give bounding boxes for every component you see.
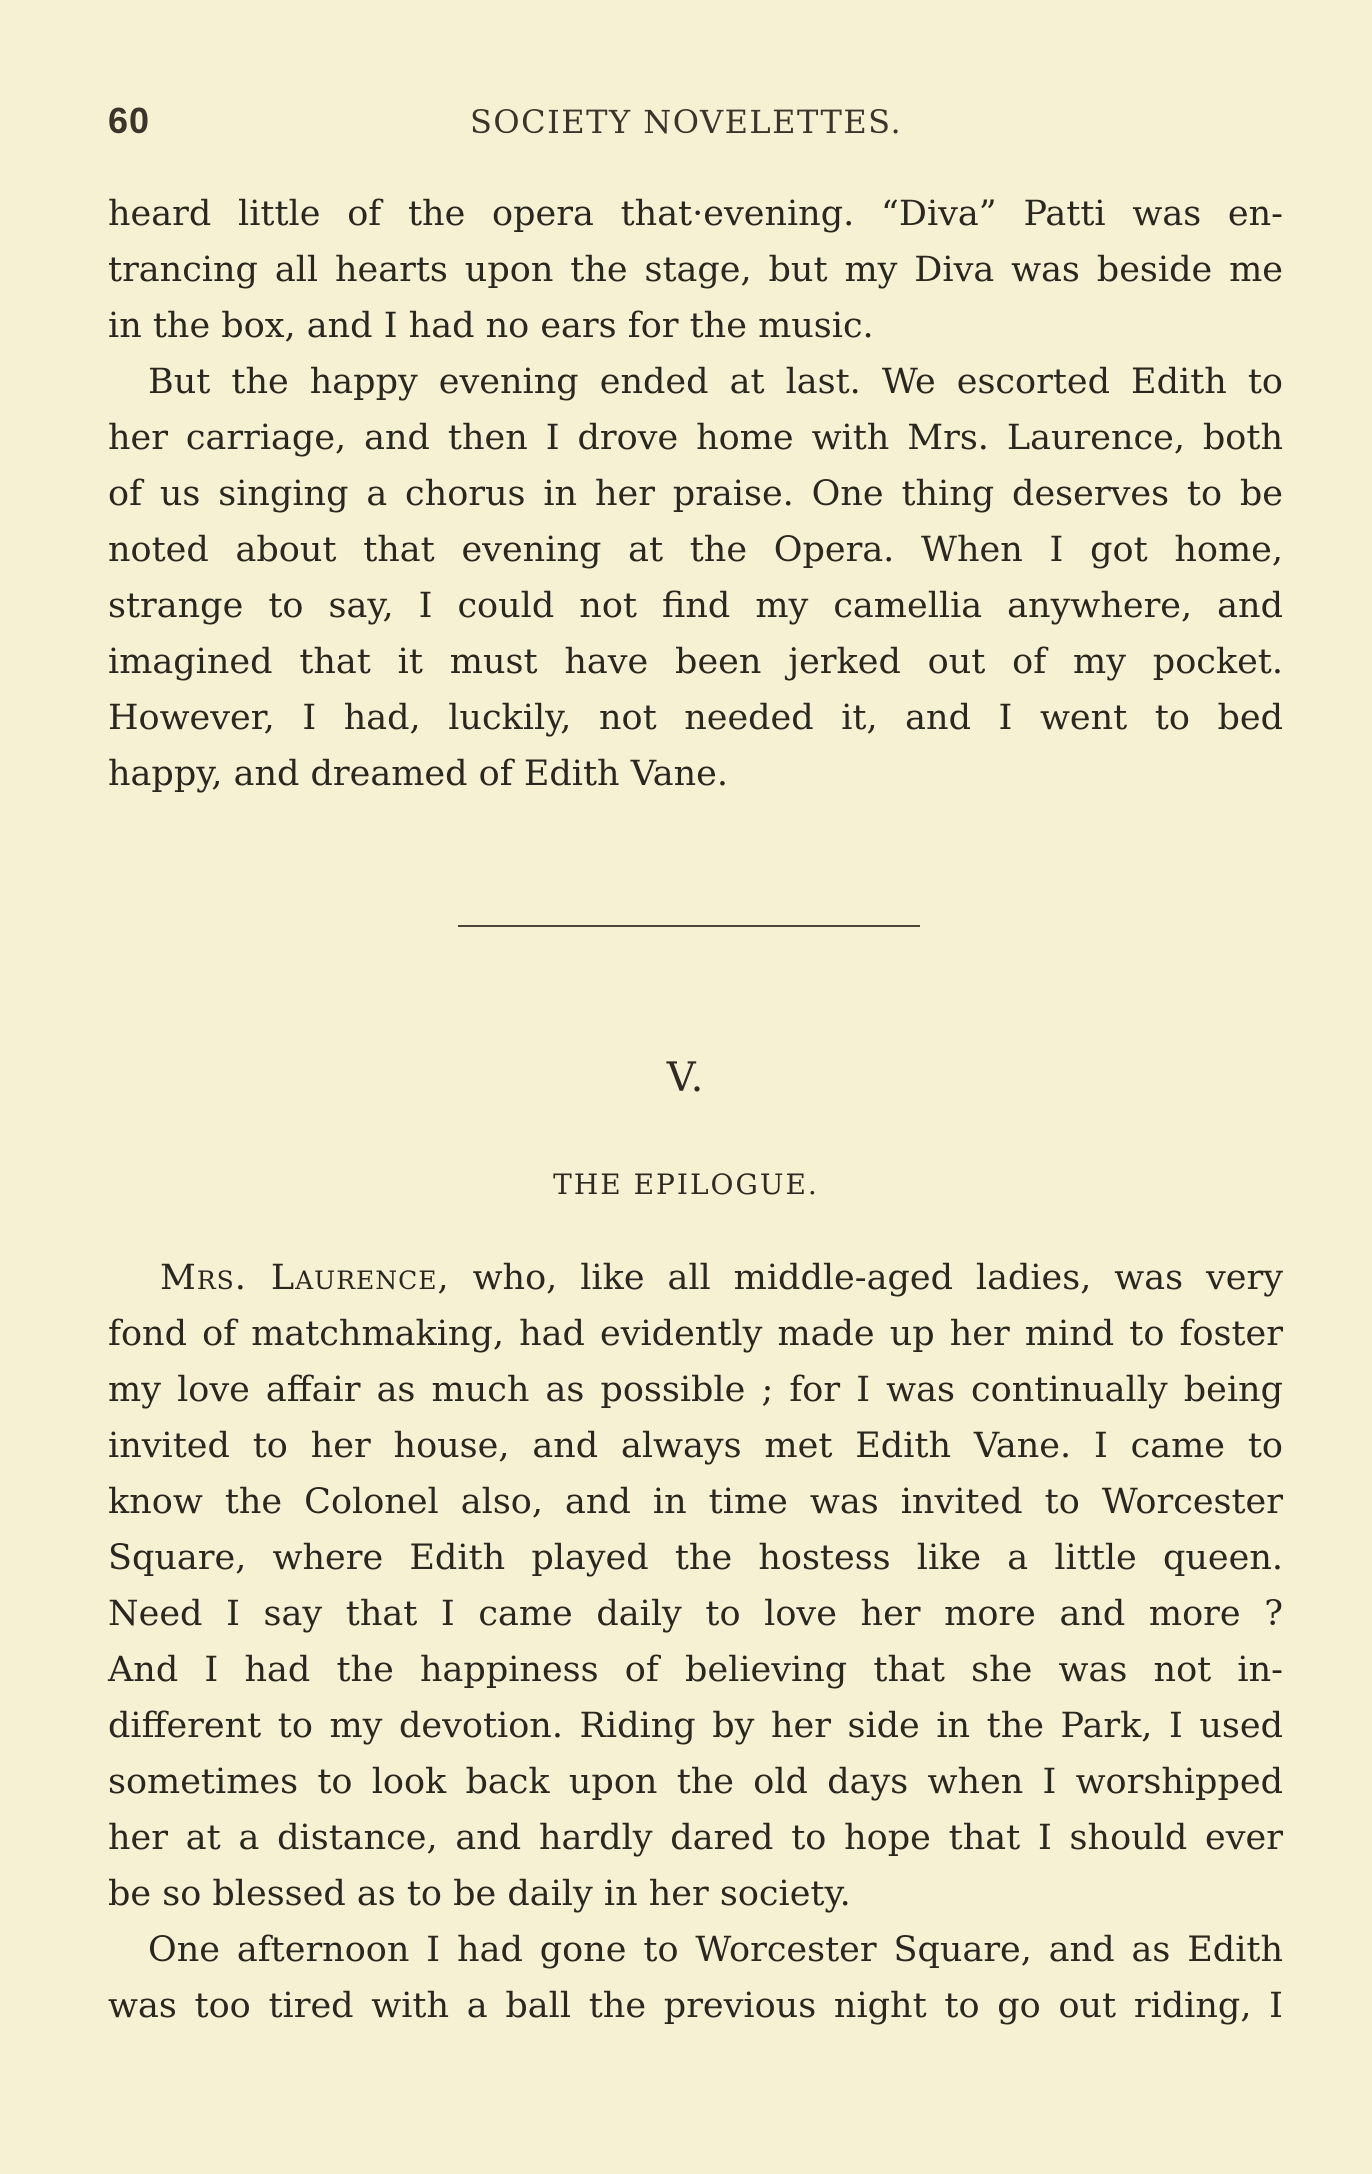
chapter-title: THE EPILOGUE.: [553, 1168, 819, 1201]
running-head: SOCIETY NOVELETTES.: [470, 103, 903, 141]
text-line: Square, where Edith played the hostess like a little queen.: [108, 1538, 1283, 1578]
text-line: in the box, and I had no ears for the music.: [108, 306, 874, 346]
text-line: strange to say, I could not find my camellia anywhere, and: [108, 586, 1283, 626]
text-line: imagined that it must have been jerked out of my pocket.: [108, 642, 1283, 682]
chapter-number: V.: [666, 1055, 706, 1101]
text-line: happy, and dreamed of Edith Vane.: [108, 754, 729, 794]
text-line: invited to her house, and always met Edith Vane. I came to: [108, 1426, 1283, 1466]
text-line: sometimes to look back upon the old days when I worshipped: [108, 1762, 1283, 1802]
text-line: of us singing a chorus in her praise. One thing deserves to be: [108, 474, 1283, 514]
paragraph: [108, 1922, 1283, 2034]
text-line: noted about that evening at the Opera. When I got home,: [108, 530, 1283, 570]
text-line: trancing all hearts upon the stage, but my Diva was beside me: [108, 250, 1283, 290]
text-line: know the Colonel also, and in time was invited to Worcester: [108, 1482, 1283, 1522]
text-line: fond of matchmaking, had evidently made up her mind to foster: [108, 1314, 1283, 1354]
text-line: However, I had, luckily, not needed it, and I went to bed: [108, 698, 1283, 738]
text-run: who, like all middle-aged ladies, was very: [449, 1258, 1283, 1298]
text-line: One afternoon I had gone to Worcester Square, and as Edith: [148, 1930, 1283, 1970]
page-number: 60: [108, 100, 151, 141]
paragraph-continued: [108, 186, 1283, 354]
paragraph: [108, 1250, 1283, 1922]
text-line: her at a distance, and hardly dared to hope that I should ever: [108, 1818, 1283, 1858]
text-line: was too tired with a ball the previous night to go out riding, I: [108, 1986, 1283, 2026]
text-line: Need I say that I came daily to love her more and more ?: [108, 1594, 1283, 1634]
section-divider: [458, 925, 920, 927]
paragraph: [108, 354, 1283, 802]
text-line: her carriage, and then I drove home with Mrs. Laurence, both: [108, 418, 1283, 458]
text-line: But the happy evening ended at last. We escorted Edith to: [148, 362, 1283, 402]
text-line: [108, 1250, 1283, 1306]
opening-small-caps: Mrs. Laurence,: [160, 1258, 450, 1298]
text-line: different to my devotion. Riding by her side in the Park, I used: [108, 1706, 1283, 1746]
text-line: my love affair as much as possible ; for I was continually being: [108, 1370, 1283, 1410]
text-line: be so blessed as to be daily in her society.: [108, 1874, 851, 1914]
text-line: heard little of the opera that·evening. “Diva” Patti was en-: [108, 194, 1283, 234]
text-line: And I had the happiness of believing that she was not in-: [108, 1650, 1283, 1690]
